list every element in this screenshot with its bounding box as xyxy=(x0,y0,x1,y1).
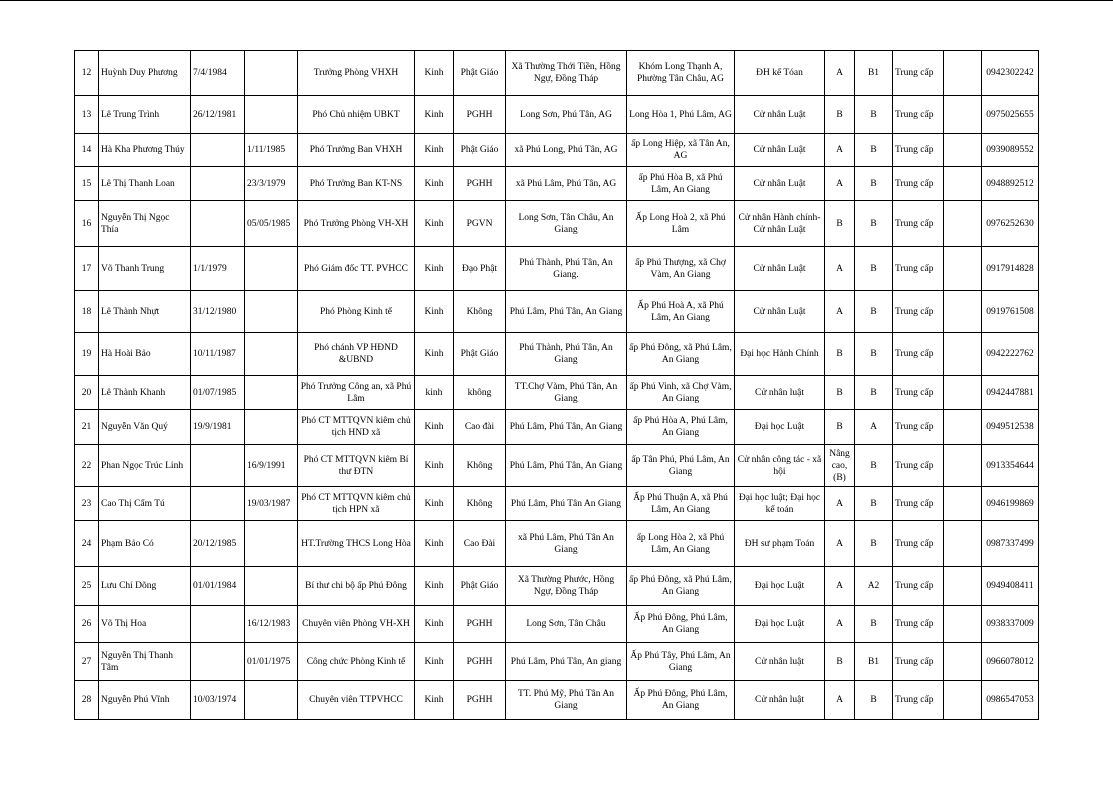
cell-position: Chuyên viên TTPVHCC xyxy=(298,681,415,720)
cell-education: Cử nhân Luật xyxy=(735,247,825,291)
cell-position: Phó CT MTTQVN kiêm chủ tịch HPN xã xyxy=(298,487,415,521)
cell-dob-male xyxy=(191,487,245,521)
cell-education: ĐH kế Tóan xyxy=(735,51,825,96)
cell-politics: Trung cấp xyxy=(893,606,944,643)
cell-dob-male: 20/12/1985 xyxy=(191,521,245,567)
cell-residence: Ấp Long Hoà 2, xã Phú Lâm xyxy=(627,201,735,247)
cell-note xyxy=(944,376,982,410)
table-body xyxy=(75,51,1039,720)
cell-education: ĐH sư phạm Toán xyxy=(735,521,825,567)
cell-stt: 20 xyxy=(75,376,99,410)
personnel-table xyxy=(74,50,1039,720)
cell-name: Cao Thị Cẩm Tú xyxy=(99,487,191,521)
cell-cert2: B xyxy=(855,681,893,720)
cell-stt: 12 xyxy=(75,51,99,96)
table-row xyxy=(75,376,1039,410)
cell-position: Phó chánh VP HĐND &UBND xyxy=(298,333,415,376)
cell-religion: Không xyxy=(454,487,506,521)
cell-note xyxy=(944,201,982,247)
table-row xyxy=(75,51,1039,96)
table-row xyxy=(75,410,1039,445)
cell-cert2: B1 xyxy=(855,643,893,681)
cell-religion: PGHH xyxy=(454,606,506,643)
cell-position: Bí thư chi bộ ấp Phú Đông xyxy=(298,567,415,606)
cell-dob-female: 16/12/1983 xyxy=(245,606,298,643)
table-row xyxy=(75,521,1039,567)
cell-phone: 0938337009 xyxy=(982,606,1039,643)
cell-name: Nguyễn Văn Quý xyxy=(99,410,191,445)
cell-dob-female: 05/05/1985 xyxy=(245,201,298,247)
cell-residence: Ấp Phú Hoà A, xã Phú Lâm, An Giang xyxy=(627,291,735,333)
cell-phone: 0948892512 xyxy=(982,167,1039,201)
cell-name: Phạm Bảo Có xyxy=(99,521,191,567)
table-row xyxy=(75,681,1039,720)
cell-dob-male xyxy=(191,134,245,167)
cell-note xyxy=(944,606,982,643)
cell-position: Chuyên viên Phòng VH-XH xyxy=(298,606,415,643)
cell-religion: Phật Giáo xyxy=(454,333,506,376)
cell-residence: ấp Phú Đông, xã Phú Lâm, An Giang xyxy=(627,567,735,606)
cell-dob-male xyxy=(191,606,245,643)
cell-politics: Trung cấp xyxy=(893,134,944,167)
cell-note xyxy=(944,410,982,445)
cell-politics: Trung cấp xyxy=(893,247,944,291)
cell-position: Phó Trưởng Công an, xã Phú Lâm xyxy=(298,376,415,410)
cell-ethnicity: Kinh xyxy=(415,247,454,291)
cell-phone: 0913354644 xyxy=(982,445,1039,487)
cell-phone: 0966078012 xyxy=(982,643,1039,681)
cell-note xyxy=(944,643,982,681)
cell-cert2: B xyxy=(855,134,893,167)
cell-dob-female: 1/11/1985 xyxy=(245,134,298,167)
cell-dob-male: 19/9/1981 xyxy=(191,410,245,445)
cell-ethnicity: Kinh xyxy=(415,567,454,606)
cell-name: Lê Trung Trình xyxy=(99,96,191,134)
cell-note xyxy=(944,445,982,487)
cell-phone: 0975025655 xyxy=(982,96,1039,134)
cell-note xyxy=(944,96,982,134)
cell-phone: 0976252630 xyxy=(982,201,1039,247)
cell-hometown: Phú Thành, Phú Tân, An Giang xyxy=(506,333,627,376)
cell-education: Cử nhân Luật xyxy=(735,291,825,333)
cell-cert2: B xyxy=(855,96,893,134)
cell-education: Cử nhân luật xyxy=(735,376,825,410)
cell-ethnicity: Kinh xyxy=(415,134,454,167)
cell-dob-male xyxy=(191,167,245,201)
cell-note xyxy=(944,247,982,291)
cell-cert1: B xyxy=(825,410,855,445)
cell-politics: Trung cấp xyxy=(893,487,944,521)
cell-stt: 28 xyxy=(75,681,99,720)
cell-note xyxy=(944,487,982,521)
cell-residence: Ấp Phú Thuận A, xã Phú Lâm, An Giang xyxy=(627,487,735,521)
cell-stt: 22 xyxy=(75,445,99,487)
cell-name: Huỳnh Duy Phương xyxy=(99,51,191,96)
cell-hometown: Xã Thường Thới Tiền, Hồng Ngự, Đồng Tháp xyxy=(506,51,627,96)
cell-note xyxy=(944,134,982,167)
cell-dob-male: 01/01/1984 xyxy=(191,567,245,606)
cell-stt: 25 xyxy=(75,567,99,606)
cell-dob-male: 10/11/1987 xyxy=(191,333,245,376)
cell-cert2: B xyxy=(855,521,893,567)
cell-phone: 0949512538 xyxy=(982,410,1039,445)
cell-religion: Không xyxy=(454,445,506,487)
cell-education: Cử nhân luật xyxy=(735,681,825,720)
table-row xyxy=(75,247,1039,291)
cell-hometown: Phú Thành, Phú Tân, An Giang. xyxy=(506,247,627,291)
cell-politics: Trung cấp xyxy=(893,521,944,567)
cell-residence: ấp Phú Hòa B, xã Phú Lâm, An Giang xyxy=(627,167,735,201)
cell-position: Phó Giám đốc TT. PVHCC xyxy=(298,247,415,291)
cell-dob-male: 10/03/1974 xyxy=(191,681,245,720)
cell-name: Phan Ngọc Trúc Linh xyxy=(99,445,191,487)
cell-dob-female xyxy=(245,376,298,410)
cell-stt: 26 xyxy=(75,606,99,643)
cell-politics: Trung cấp xyxy=(893,376,944,410)
cell-politics: Trung cấp xyxy=(893,567,944,606)
cell-hometown: xã Phú Lâm, Phú Tân, AG xyxy=(506,167,627,201)
cell-stt: 23 xyxy=(75,487,99,521)
cell-ethnicity: Kinh xyxy=(415,201,454,247)
cell-note xyxy=(944,521,982,567)
cell-residence: ấp Tân Phú, Phú Lâm, An Giang xyxy=(627,445,735,487)
cell-ethnicity: Kinh xyxy=(415,51,454,96)
cell-position: Phó Trưởng Ban VHXH xyxy=(298,134,415,167)
cell-residence: ấp Phú Vinh, xã Chợ Vàm, An Giang xyxy=(627,376,735,410)
cell-religion: PGHH xyxy=(454,681,506,720)
cell-politics: Trung cấp xyxy=(893,291,944,333)
cell-politics: Trung cấp xyxy=(893,167,944,201)
cell-hometown: xã Phú Lâm, Phú Tân An Giang xyxy=(506,521,627,567)
cell-dob-female: 01/01/1975 xyxy=(245,643,298,681)
cell-residence: ấp Phú Hòa A, Phú Lâm, An Giang xyxy=(627,410,735,445)
cell-stt: 18 xyxy=(75,291,99,333)
cell-name: Lưu Chí Dõng xyxy=(99,567,191,606)
cell-position: Phó Chủ nhiệm UBKT xyxy=(298,96,415,134)
cell-residence: Khóm Long Thạnh A, Phường Tân Châu, AG xyxy=(627,51,735,96)
table-row xyxy=(75,487,1039,521)
table-row xyxy=(75,167,1039,201)
cell-religion: Phật Giáo xyxy=(454,567,506,606)
cell-note xyxy=(944,567,982,606)
cell-cert2: B xyxy=(855,247,893,291)
cell-hometown: Phú Lâm, Phú Tân, An Giang xyxy=(506,410,627,445)
cell-ethnicity: Kinh xyxy=(415,521,454,567)
cell-dob-male: 31/12/1980 xyxy=(191,291,245,333)
cell-hometown: Long Sơn, Phú Tân, AG xyxy=(506,96,627,134)
cell-cert1: A xyxy=(825,167,855,201)
cell-note xyxy=(944,291,982,333)
cell-education: Đại học Luật xyxy=(735,567,825,606)
cell-dob-male xyxy=(191,445,245,487)
cell-dob-male: 26/12/1981 xyxy=(191,96,245,134)
cell-phone: 0942447881 xyxy=(982,376,1039,410)
table-row xyxy=(75,134,1039,167)
cell-residence: Ấp Phú Tây, Phú Lâm, An Giang xyxy=(627,643,735,681)
cell-religion: Phật Giáo xyxy=(454,134,506,167)
cell-dob-female xyxy=(245,410,298,445)
cell-residence: ấp Phú Đông, xã Phú Lâm, An Giang xyxy=(627,333,735,376)
cell-cert2: B xyxy=(855,201,893,247)
cell-ethnicity: kinh xyxy=(415,376,454,410)
cell-religion: Phật Giáo xyxy=(454,51,506,96)
cell-dob-female xyxy=(245,521,298,567)
cell-religion: PGVN xyxy=(454,201,506,247)
cell-religion: PGHH xyxy=(454,96,506,134)
cell-cert1: A xyxy=(825,247,855,291)
cell-note xyxy=(944,51,982,96)
cell-hometown: xã Phú Long, Phú Tân, AG xyxy=(506,134,627,167)
cell-education: Đại học luật; Đại học kế toán xyxy=(735,487,825,521)
cell-politics: Trung cấp xyxy=(893,51,944,96)
cell-residence: ấp Long Hiệp, xã Tân An, AG xyxy=(627,134,735,167)
cell-note xyxy=(944,681,982,720)
cell-name: Hà Kha Phương Thúy xyxy=(99,134,191,167)
cell-cert2: B xyxy=(855,487,893,521)
cell-stt: 27 xyxy=(75,643,99,681)
cell-ethnicity: Kinh xyxy=(415,681,454,720)
cell-education: Đại học Luật xyxy=(735,410,825,445)
cell-cert2: A2 xyxy=(855,567,893,606)
cell-dob-male: 1/1/1979 xyxy=(191,247,245,291)
cell-education: Cử nhân công tác - xã hội xyxy=(735,445,825,487)
cell-position: HT.Trường THCS Long Hòa xyxy=(298,521,415,567)
cell-name: Lê Thị Thanh Loan xyxy=(99,167,191,201)
cell-stt: 17 xyxy=(75,247,99,291)
cell-stt: 21 xyxy=(75,410,99,445)
cell-phone: 0946199869 xyxy=(982,487,1039,521)
cell-dob-female xyxy=(245,51,298,96)
cell-name: Lê Thành Khanh xyxy=(99,376,191,410)
cell-dob-male xyxy=(191,201,245,247)
cell-position: Phó CT MTTQVN kiêm chủ tịch HND xã xyxy=(298,410,415,445)
cell-religion: Đạo Phật xyxy=(454,247,506,291)
cell-phone: 0917914828 xyxy=(982,247,1039,291)
page-top-rule xyxy=(0,0,1113,1)
cell-education: Cử nhân luật xyxy=(735,643,825,681)
cell-cert1: A xyxy=(825,134,855,167)
cell-name: Nguyễn Thị Ngọc Thía xyxy=(99,201,191,247)
cell-politics: Trung cấp xyxy=(893,333,944,376)
cell-cert1: A xyxy=(825,291,855,333)
cell-dob-female: 23/3/1979 xyxy=(245,167,298,201)
cell-education: Đại học Hành Chính xyxy=(735,333,825,376)
cell-name: Hà Hoài Bảo xyxy=(99,333,191,376)
cell-education: Cử nhân Luật xyxy=(735,96,825,134)
cell-cert1: A xyxy=(825,521,855,567)
cell-position: Phó Trưởng Ban KT-NS xyxy=(298,167,415,201)
cell-ethnicity: Kinh xyxy=(415,96,454,134)
cell-stt: 15 xyxy=(75,167,99,201)
cell-stt: 14 xyxy=(75,134,99,167)
cell-phone: 0949408411 xyxy=(982,567,1039,606)
cell-cert1: B xyxy=(825,333,855,376)
cell-note xyxy=(944,167,982,201)
cell-name: Võ Thị Hoa xyxy=(99,606,191,643)
cell-ethnicity: Kinh xyxy=(415,643,454,681)
table-row xyxy=(75,643,1039,681)
cell-religion: Cao Đài xyxy=(454,521,506,567)
cell-religion: PGHH xyxy=(454,167,506,201)
cell-name: Nguyễn Phú Vĩnh xyxy=(99,681,191,720)
cell-cert2: B1 xyxy=(855,51,893,96)
cell-politics: Trung cấp xyxy=(893,96,944,134)
table-row xyxy=(75,567,1039,606)
cell-cert2: B xyxy=(855,606,893,643)
cell-name: Nguyễn Thị Thanh Tâm xyxy=(99,643,191,681)
cell-cert1: A xyxy=(825,51,855,96)
cell-residence: ấp Phú Thượng, xã Chợ Vàm, An Giang xyxy=(627,247,735,291)
cell-cert2: B xyxy=(855,376,893,410)
cell-cert1: A xyxy=(825,681,855,720)
cell-name: Lê Thành Nhựt xyxy=(99,291,191,333)
cell-hometown: Xã Thường Phước, Hồng Ngự, Đồng Tháp xyxy=(506,567,627,606)
cell-residence: ấp Long Hòa 2, xã Phú Lâm, An Giang xyxy=(627,521,735,567)
cell-residence: Ấp Phú Đông, Phú Lâm, An Giang xyxy=(627,681,735,720)
cell-dob-male xyxy=(191,643,245,681)
cell-ethnicity: Kinh xyxy=(415,410,454,445)
cell-dob-male: 01/07/1985 xyxy=(191,376,245,410)
cell-stt: 19 xyxy=(75,333,99,376)
cell-dob-male: 7/4/1984 xyxy=(191,51,245,96)
cell-hometown: Phú Lâm, Phú Tân, An Giang xyxy=(506,291,627,333)
cell-cert1: A xyxy=(825,606,855,643)
cell-hometown: TT.Chợ Vàm, Phú Tân, An Giang xyxy=(506,376,627,410)
cell-hometown: TT. Phú Mỹ, Phú Tân An Giang xyxy=(506,681,627,720)
cell-ethnicity: Kinh xyxy=(415,606,454,643)
cell-position: Phó Trưởng Phòng VH-XH xyxy=(298,201,415,247)
cell-hometown: Phú Lâm, Phú Tân An Giang xyxy=(506,487,627,521)
cell-religion: Không xyxy=(454,291,506,333)
cell-residence: Ấp Phú Đông, Phú Lâm, An Giang xyxy=(627,606,735,643)
cell-politics: Trung cấp xyxy=(893,410,944,445)
cell-phone: 0987337499 xyxy=(982,521,1039,567)
cell-position: Trưởng Phòng VHXH xyxy=(298,51,415,96)
table-row xyxy=(75,445,1039,487)
cell-dob-female: 19/03/1987 xyxy=(245,487,298,521)
cell-hometown: Phú Lâm, Phú Tân, An Giang xyxy=(506,445,627,487)
cell-cert2: B xyxy=(855,333,893,376)
cell-cert1: B xyxy=(825,201,855,247)
cell-phone: 0919761508 xyxy=(982,291,1039,333)
cell-cert1: A xyxy=(825,567,855,606)
cell-position: Phó CT MTTQVN kiêm Bí thư ĐTN xyxy=(298,445,415,487)
cell-hometown: Long Sơn, Tân Châu xyxy=(506,606,627,643)
cell-cert2: B xyxy=(855,167,893,201)
cell-education: Cử nhân Luật xyxy=(735,134,825,167)
table-row xyxy=(75,606,1039,643)
cell-religion: không xyxy=(454,376,506,410)
cell-politics: Trung cấp xyxy=(893,201,944,247)
cell-dob-female: 16/9/1991 xyxy=(245,445,298,487)
cell-cert2: B xyxy=(855,445,893,487)
table-row xyxy=(75,291,1039,333)
cell-cert1: B xyxy=(825,643,855,681)
cell-hometown: Phú Lâm, Phú Tân, An giang xyxy=(506,643,627,681)
cell-dob-female xyxy=(245,96,298,134)
cell-politics: Trung cấp xyxy=(893,445,944,487)
cell-phone: 0942222762 xyxy=(982,333,1039,376)
cell-dob-female xyxy=(245,333,298,376)
cell-cert1: B xyxy=(825,96,855,134)
cell-phone: 0939089552 xyxy=(982,134,1039,167)
cell-stt: 13 xyxy=(75,96,99,134)
cell-education: Đại học Luật xyxy=(735,606,825,643)
cell-note xyxy=(944,333,982,376)
table-row xyxy=(75,96,1039,134)
cell-education: Cử nhân Luật xyxy=(735,167,825,201)
cell-cert2: A xyxy=(855,410,893,445)
cell-stt: 16 xyxy=(75,201,99,247)
cell-phone: 0942302242 xyxy=(982,51,1039,96)
cell-ethnicity: Kinh xyxy=(415,333,454,376)
cell-education: Cử nhân Hành chính- Cử nhân Luật xyxy=(735,201,825,247)
table-row xyxy=(75,201,1039,247)
cell-politics: Trung cấp xyxy=(893,681,944,720)
cell-name: Võ Thanh Trung xyxy=(99,247,191,291)
cell-cert2: B xyxy=(855,291,893,333)
cell-hometown: Long Sơn, Tân Châu, An Giang xyxy=(506,201,627,247)
cell-cert1: A xyxy=(825,487,855,521)
cell-residence: Long Hòa 1, Phú Lâm, AG xyxy=(627,96,735,134)
cell-position: Phó Phòng Kinh tế xyxy=(298,291,415,333)
cell-ethnicity: Kinh xyxy=(415,167,454,201)
cell-dob-female xyxy=(245,291,298,333)
cell-ethnicity: Kinh xyxy=(415,445,454,487)
cell-position: Công chức Phòng Kinh tế xyxy=(298,643,415,681)
cell-dob-female xyxy=(245,681,298,720)
cell-cert1: Nâng cao, (B) xyxy=(825,445,855,487)
cell-dob-female xyxy=(245,567,298,606)
table-row xyxy=(75,333,1039,376)
cell-stt: 24 xyxy=(75,521,99,567)
cell-politics: Trung cấp xyxy=(893,643,944,681)
cell-cert1: B xyxy=(825,376,855,410)
cell-dob-female xyxy=(245,247,298,291)
cell-ethnicity: Kinh xyxy=(415,291,454,333)
cell-phone: 0986547053 xyxy=(982,681,1039,720)
cell-religion: PGHH xyxy=(454,643,506,681)
cell-religion: Cao đài xyxy=(454,410,506,445)
cell-ethnicity: Kinh xyxy=(415,487,454,521)
